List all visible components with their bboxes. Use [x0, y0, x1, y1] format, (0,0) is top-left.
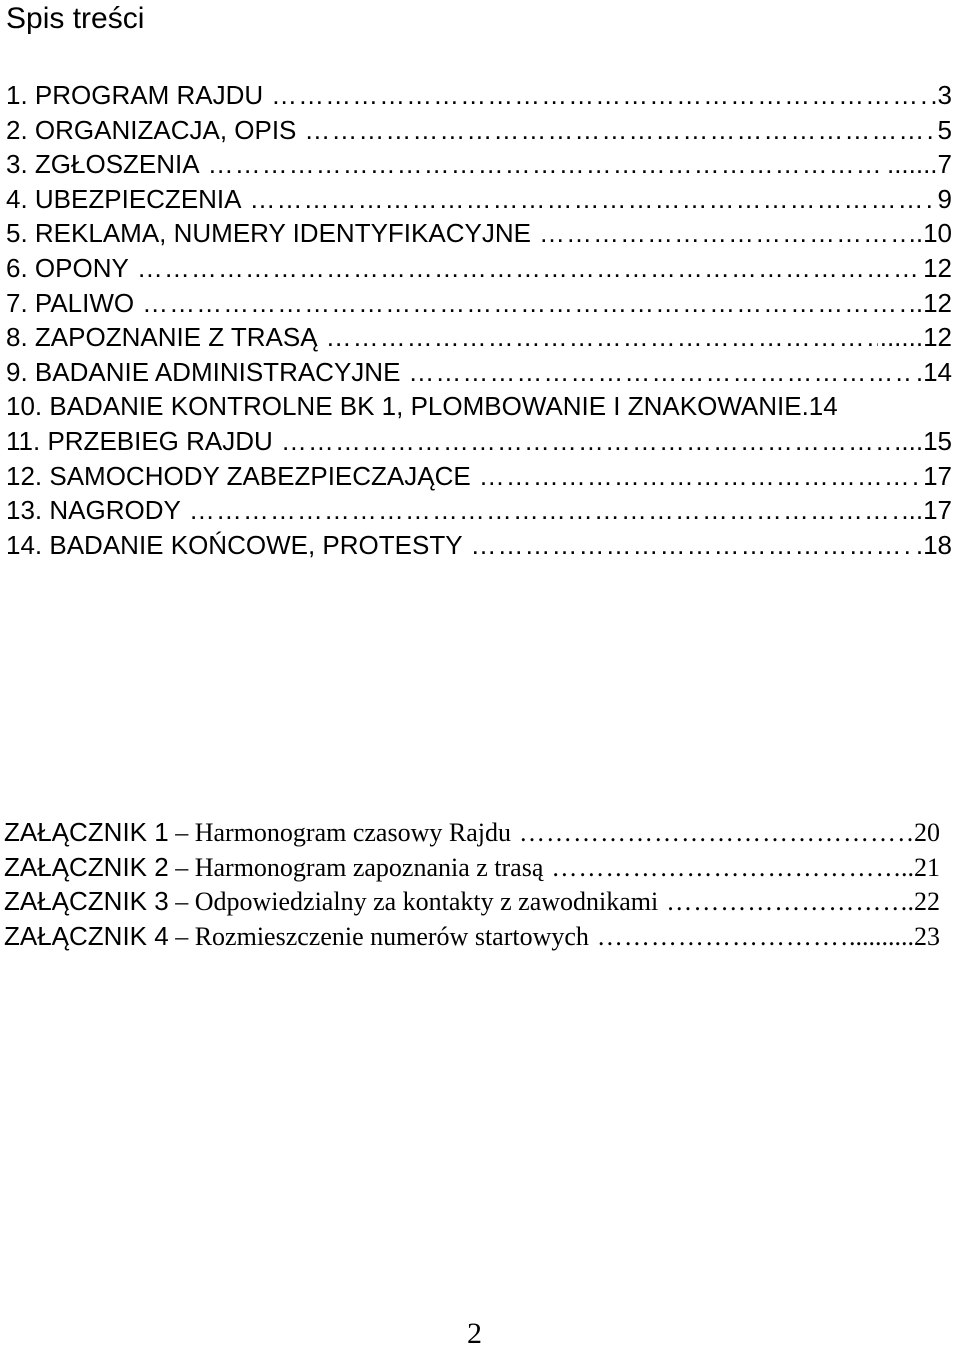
toc-leader-dots [142, 286, 907, 321]
annex-entry-label [4, 919, 589, 954]
toc-entry[interactable] [6, 113, 952, 148]
toc-leader-dots [326, 320, 878, 355]
page-title: Spis treści [6, 2, 145, 35]
toc-entry[interactable] [6, 389, 952, 424]
toc-entry-page: .14 [915, 356, 952, 387]
toc-entry[interactable] [6, 286, 952, 321]
toc-entry-label: 6. OPONY [6, 252, 129, 283]
annex-code: ZAŁĄCZNIK 4 [4, 920, 169, 951]
annex-title: – Odpowiedzialny za kontakty z zawodnikami [168, 887, 659, 916]
annex-entry[interactable] [4, 850, 940, 885]
toc-entry-label: 14. BADANIE KOŃCOWE, PROTESTY [6, 529, 463, 560]
annex-entry[interactable] [4, 919, 940, 954]
annex-code: ZAŁĄCZNIK 1 [4, 817, 169, 847]
toc-entry-page: 9 [937, 183, 952, 214]
toc-leader-dots [539, 216, 907, 251]
toc-entry-label: 10. BADANIE KONTROLNE BK 1, PLOMBOWANIE I ZNAKOWANIE [6, 391, 802, 422]
toc-leader-dots [281, 424, 892, 459]
toc-leader-dots [271, 78, 928, 113]
toc-leader-dots [189, 493, 900, 528]
toc-entry-label: 8. ZAPOZNANIE Z TRASĄ [6, 322, 318, 353]
toc-entry-page: ..12 [908, 287, 952, 318]
toc-leader-dots [597, 920, 847, 954]
toc-entry[interactable] [6, 355, 952, 390]
annex-entry-page: 20 [914, 818, 940, 847]
annex-entry-page: ..........23 [849, 921, 940, 951]
annex-entry-page: ..21 [901, 852, 940, 882]
toc-entry-page: .3 [930, 80, 952, 110]
toc-entry-page: 12 [923, 252, 952, 283]
toc-entry-page: ......12 [879, 322, 952, 353]
toc-leader-dots [479, 459, 921, 494]
annex-code: ZAŁĄCZNIK 3 [4, 886, 169, 916]
toc-leader-dots [551, 851, 899, 885]
toc-entry[interactable] [6, 493, 952, 528]
toc-entry-label: 4. UBEZPIECZENIA [6, 183, 242, 214]
annex-entry-label [4, 884, 658, 919]
toc-entry-label: 11. PRZEBIEG RAJDU [6, 425, 273, 456]
toc-entry-page: ..10 [908, 218, 952, 249]
annex-entry-label [4, 815, 511, 850]
toc-entry-page: .18 [915, 529, 952, 560]
toc-entry-label: 1. PROGRAM RAJDU [6, 80, 264, 110]
toc-leader-dots [208, 147, 885, 182]
annex-title: – Harmonogram zapoznania z trasą [168, 852, 544, 882]
toc-entry[interactable] [6, 216, 952, 251]
toc-entry-page: .14 [801, 391, 838, 422]
toc-entry[interactable] [6, 459, 952, 494]
annex-title: – Rozmieszczenie numerów startowych [168, 921, 589, 951]
toc-leader-dots [471, 528, 914, 563]
toc-entry[interactable] [6, 528, 952, 563]
toc-entry-page: .......7 [886, 149, 952, 180]
annex-entry-label [4, 850, 543, 885]
toc-entry-label: 2. ORGANIZACJA, OPIS [6, 114, 297, 145]
toc-entry-label: 13. NAGRODY [6, 495, 181, 526]
annex-list [4, 815, 940, 953]
table-of-contents [6, 78, 952, 562]
toc-leader-dots [519, 816, 912, 850]
toc-entry[interactable] [6, 251, 952, 286]
toc-entry-label: 7. PALIWO [6, 287, 135, 318]
toc-entry-page: 5 [937, 114, 952, 145]
toc-entry[interactable] [6, 182, 952, 217]
annex-title: – Harmonogram czasowy Rajdu [168, 818, 511, 847]
toc-entry-label: 12. SAMOCHODY ZABEZPIECZAJĄCE [6, 460, 471, 491]
toc-leader-dots [250, 182, 936, 217]
toc-entry-label: 9. BADANIE ADMINISTRACYJNE [6, 356, 401, 387]
toc-leader-dots [408, 355, 913, 390]
toc-entry[interactable] [6, 320, 952, 355]
toc-entry-label: 3. ZGŁOSZENIA [6, 149, 200, 180]
annex-entry-page: .22 [907, 887, 940, 916]
annex-code: ZAŁĄCZNIK 2 [4, 851, 169, 882]
toc-entry-label: 5. REKLAMA, NUMERY IDENTYFIKACYJNE [6, 218, 531, 249]
annex-entry[interactable] [4, 884, 940, 919]
toc-entry[interactable] [6, 147, 952, 182]
toc-leader-dots [137, 251, 921, 286]
toc-leader-dots [666, 885, 905, 919]
toc-entry-page: 17 [923, 460, 952, 491]
toc-entry[interactable] [6, 78, 952, 113]
toc-leader-dots [304, 113, 935, 148]
annex-entry[interactable] [4, 815, 940, 850]
toc-entry[interactable] [6, 424, 952, 459]
toc-entry-page: ....15 [894, 425, 952, 456]
toc-entry-page: ...17 [901, 495, 952, 526]
page-number: 2 [467, 1317, 482, 1350]
